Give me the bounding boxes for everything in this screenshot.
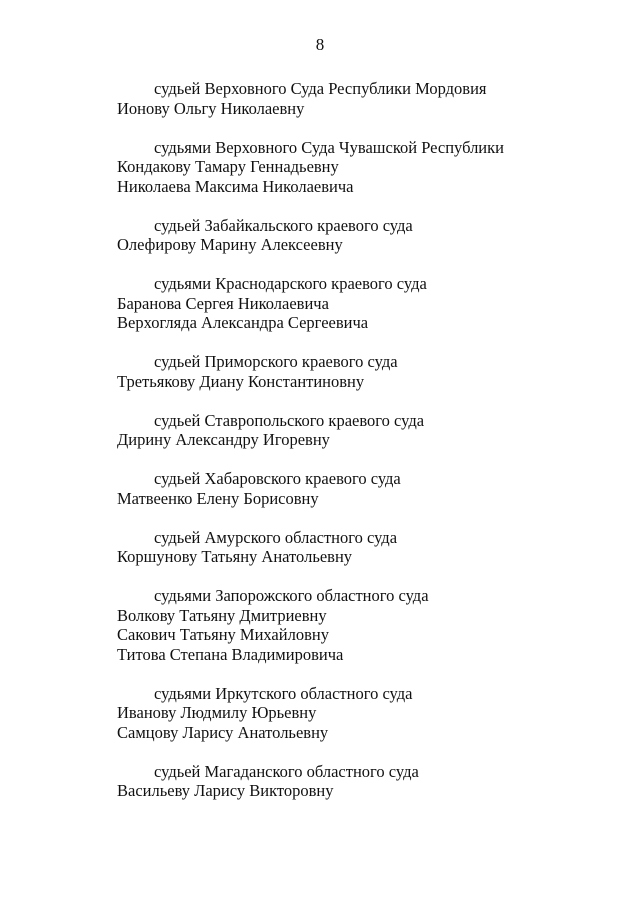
appointment-entry bbox=[117, 411, 617, 450]
court-heading: судьями Запорожского областного суда bbox=[154, 586, 429, 605]
appointment-entry bbox=[117, 762, 617, 801]
judge-name: Николаева Максима Николаевича bbox=[117, 176, 354, 196]
judge-name: Волкову Татьяну Дмитриевну bbox=[117, 605, 327, 625]
appointment-list bbox=[117, 79, 617, 820]
page-number: 8 bbox=[315, 35, 325, 54]
court-heading: судьями Краснодарского краевого суда bbox=[154, 274, 427, 293]
judge-name: Матвеенко Елену Борисовну bbox=[117, 488, 319, 508]
judge-name: Кондакову Тамару Геннадьевну bbox=[117, 157, 339, 176]
appointment-entry bbox=[117, 528, 617, 567]
court-heading: судьями Верховного Суда Чувашской Республики bbox=[154, 137, 504, 157]
appointment-entry bbox=[117, 684, 617, 743]
appointment-entry bbox=[117, 274, 617, 333]
court-heading: судьей Забайкальского краевого суда bbox=[154, 215, 413, 235]
appointment-entry bbox=[117, 586, 617, 664]
appointment-entry bbox=[117, 79, 617, 118]
judge-name: Самцову Ларису Анатольевну bbox=[117, 722, 329, 742]
judge-name: Третьякову Диану Константиновну bbox=[117, 371, 365, 391]
court-heading: судьей Ставропольского краевого суда bbox=[154, 410, 425, 430]
judge-name: Олефирову Марину Алексеевну bbox=[117, 235, 343, 254]
court-heading: судьями Иркутского областного суда bbox=[154, 683, 413, 703]
appointment-entry bbox=[117, 216, 617, 255]
appointment-entry bbox=[117, 469, 617, 508]
court-heading: судьей Амурского областного суда bbox=[154, 527, 398, 547]
court-heading: судьей Верховного Суда Республики Мордовия bbox=[154, 79, 487, 98]
judge-name: Иванову Людмилу Юрьевну bbox=[117, 703, 317, 722]
appointment-entry bbox=[117, 352, 617, 391]
court-heading: судьей Магаданского областного суда bbox=[154, 761, 419, 781]
judge-name: Коршунову Татьяну Анатольевну bbox=[117, 547, 353, 566]
judge-name: Титова Степана Владимировича bbox=[117, 644, 344, 664]
court-heading: судьей Приморского краевого суда bbox=[154, 352, 398, 371]
appointment-entry bbox=[117, 138, 617, 197]
judge-name: Дирину Александру Игоревну bbox=[117, 430, 330, 449]
judge-name: Верхогляда Александра Сергеевича bbox=[117, 313, 369, 332]
court-heading: судьей Хабаровского краевого суда bbox=[154, 469, 401, 488]
judge-name: Васильеву Ларису Викторовну bbox=[117, 781, 334, 800]
judge-name: Сакович Татьяну Михайловну bbox=[117, 625, 329, 644]
judge-name: Ионову Ольгу Николаевну bbox=[117, 98, 305, 118]
judge-name: Баранова Сергея Николаевича bbox=[117, 293, 329, 313]
